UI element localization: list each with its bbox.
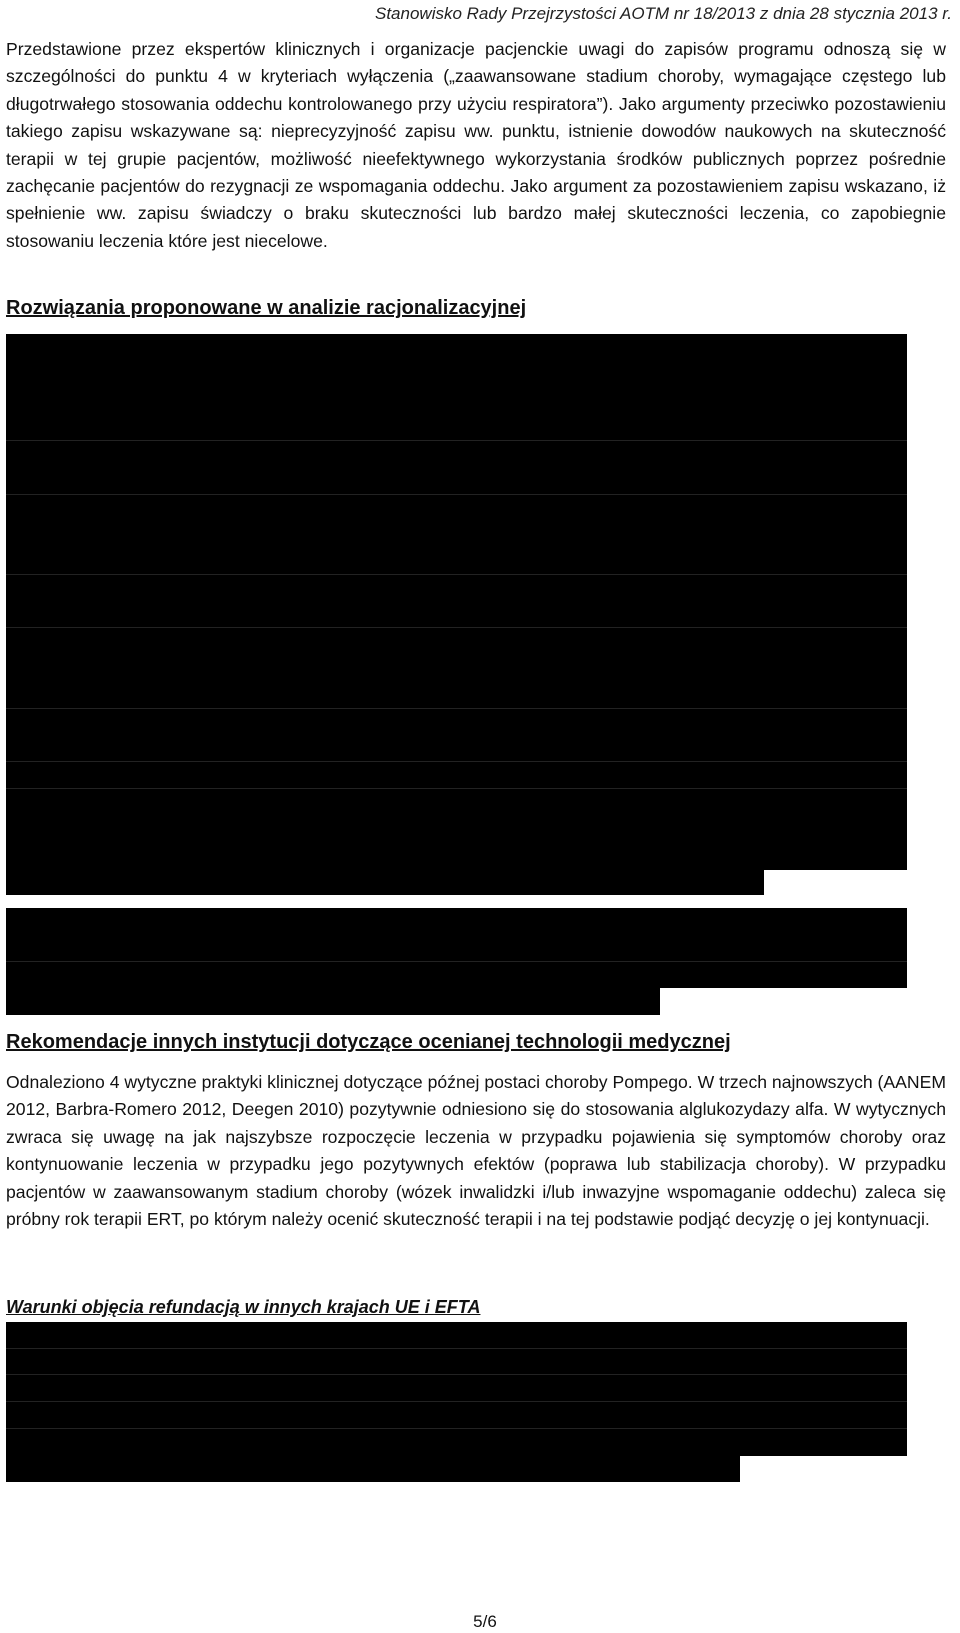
heading-rationalization: Rozwiązania proponowane w analizie racjonalizacyjnej bbox=[6, 297, 527, 319]
redaction-line bbox=[6, 574, 907, 575]
redaction-line bbox=[6, 627, 907, 628]
redaction-line bbox=[6, 761, 907, 762]
redaction-bar bbox=[6, 868, 764, 895]
redaction-line bbox=[6, 788, 907, 789]
redaction-line bbox=[6, 440, 907, 441]
heading-other-recommendations: Rekomendacje innych instytucji dotyczące ocenianej technologii medycznej bbox=[6, 1031, 731, 1053]
page-footer bbox=[0, 1612, 960, 1632]
paragraph-guidelines: Odnaleziono 4 wytyczne praktyki klinicznej dotyczące późnej postaci choroby Pompego. W trzech najnowszych (AANEM 2012, Barbra-Romero 2012, Deegen 2010) pozytywnie odniesiono się do stosowania alglukozydazy alfa. W wytycznych zwraca się uwagę na jak najszybsze rozpoczęcie leczenia w przypadku pojawienia się symptomów choroby oraz kontynuowanie leczenia w przypadku jego pozytywnych efektów (poprawa lub stabilizacja choroby). W przypadku pacjentów w zaawansowanym stadium choroby (wózek inwalidzki i/lub inwazyjne wspomaganie oddechu) zaleca się próbny rok terapii ERT, po którym należy ocenić skuteczność terapii i na tej podstawie podjąć decyzję o jej kontynuacji. bbox=[6, 1072, 946, 1230]
redaction-line bbox=[6, 1348, 907, 1349]
redaction-bar bbox=[6, 334, 907, 870]
page-number: 5/6 bbox=[473, 1612, 497, 1631]
redaction-bar bbox=[6, 1456, 740, 1482]
paragraph-expert-remarks: Przedstawione przez ekspertów klinicznych i organizacje pacjenckie uwagi do zapisów programu odnoszą się w szczególności do punktu 4 w kryteriach wyłączenia („zaawansowane stadium choroby, wymagające częstego lub długotrwałego stosowania oddechu kontrolowanego przy użyciu respiratora”). Jako argumenty przeciwko pozostawieniu takiego zapisu wskazywane są: nieprecyzyjność zapisu ww. punktu, istnienie dowodów naukowych na skuteczność terapii w tej grupie pacjentów, możliwość nieefektywnego wykorzystania środków publicznych poprzez pośrednie zachęcanie pacjentów do rezygnacji ze wspomagania oddechu. Jako argument za pozostawieniem zapisu wskazano, iż spełnienie ww. zapisu świadczy o braku skuteczności lub bardzo małej skuteczności leczenia, co zapobiegnie stosowaniu leczenia które jest niecelowe. bbox=[6, 39, 946, 251]
heading-reimbursement-eu-efta: Warunki objęcia refundacją w innych krajach UE i EFTA bbox=[6, 1297, 481, 1317]
redaction-line bbox=[6, 1374, 907, 1375]
redaction-line bbox=[6, 494, 907, 495]
redaction-bar bbox=[6, 1322, 907, 1456]
document-header: Stanowisko Rady Przejrzystości AOTM nr 18/2013 z dnia 28 stycznia 2013 r. bbox=[375, 4, 952, 23]
redaction-line bbox=[6, 708, 907, 709]
redaction-line bbox=[6, 961, 907, 962]
redaction-bar bbox=[6, 908, 907, 988]
redaction-line bbox=[6, 1401, 907, 1402]
redaction-bar bbox=[6, 988, 660, 1015]
redaction-line bbox=[6, 1428, 907, 1429]
